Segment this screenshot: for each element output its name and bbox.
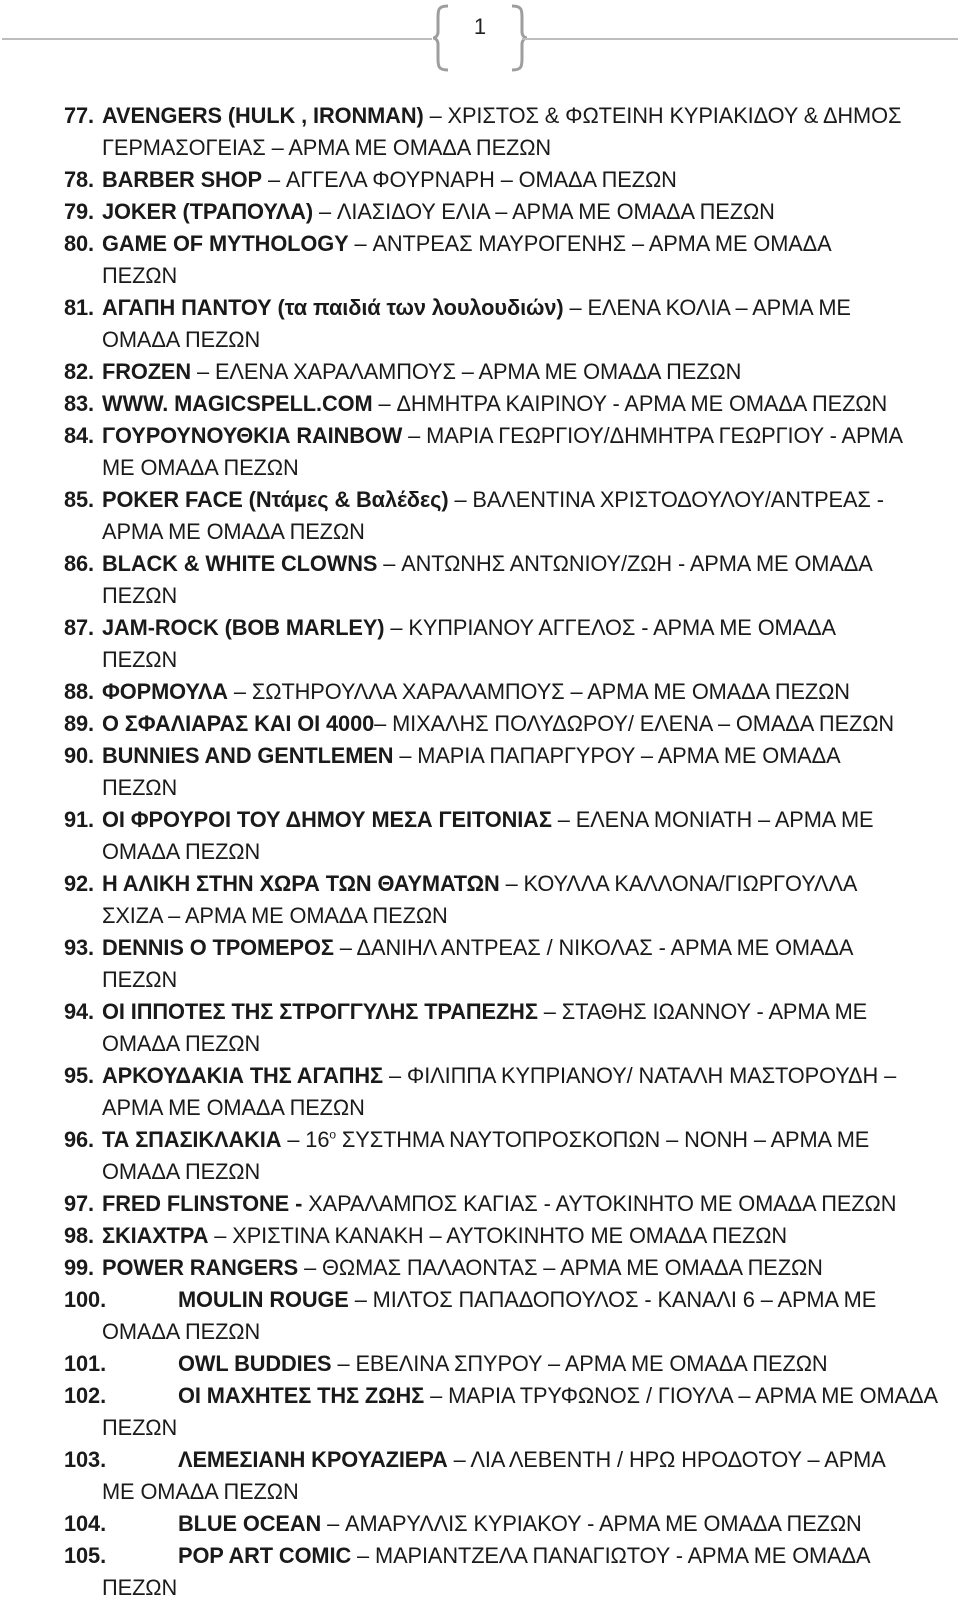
entry-number: 89. [64,711,95,736]
entry-number: 99. [64,1255,95,1280]
entry-title: JAM-ROCK (BOB MARLEY) [102,615,385,640]
left-brace-icon [432,4,450,72]
list-item [64,868,944,932]
list-item [64,388,944,420]
entry-number: 104. [64,1511,107,1536]
entry-title: AVENGERS (HULK , IRONMAN) [102,103,424,128]
entry-detail-continued: ΠΕΖΩΝ [102,775,178,800]
entry-title: ΟΙ ΦΡΟΥΡΟΙ ΤΟΥ ΔΗΜΟΥ ΜΕΣΑ ΓΕΙΤΟΝΙΑΣ [102,807,552,832]
list-item [64,1380,944,1444]
entry-number: 103. [64,1447,107,1472]
entry-number: 98. [64,1223,95,1248]
entry-detail-continued: ΓΕΡΜΑΣΟΓΕΙΑΣ – ΑΡΜΑ ΜΕ ΟΜΑΔΑ ΠΕΖΩΝ [102,135,552,160]
entry-number: 105. [64,1543,107,1568]
entry-detail: – ΜΙΛΤΟΣ ΠΑΠΑΔΟΠΟΥΛΟΣ - ΚΑΝΑΛΙ 6 – ΑΡΜΑ ΜΕ [348,1287,877,1312]
entry-detail: – ΚΟΥΛΛΑ ΚΑΛΛΟΝΑ/ΓΙΩΡΓΟΥΛΛΑ [499,871,858,896]
list-item [64,164,944,196]
entry-number: 101. [64,1351,107,1376]
entry-detail: – ΦΙΛΙΠΠΑ ΚΥΠΡΙΑΝΟΥ/ ΝΑΤΑΛΗ ΜΑΣΤΟΡΟΥΔΗ – [382,1063,897,1088]
entry-detail: – ΕΒΕΛΙΝΑ ΣΠΥΡΟΥ – ΑΡΜΑ ΜΕ ΟΜΑΔΑ ΠΕΖΩΝ [331,1351,828,1376]
entry-number: 94. [64,999,95,1024]
list-item [64,548,944,612]
entry-detail-continued: ΠΕΖΩΝ [102,1575,178,1600]
entry-title: ΟΙ ΜΑΧΗΤΕΣ ΤΗΣ ΖΩΗΣ [178,1383,425,1408]
entry-number: 80. [64,231,95,256]
list-item [64,1284,944,1348]
entry-title: POP ART COMIC [178,1543,352,1568]
entry-title: BARBER SHOP [102,167,262,192]
entry-title: ΛΕΜΕΣΙΑΝΗ ΚΡΟΥΑΖΙΕΡΑ [178,1447,448,1472]
entry-number: 96. [64,1127,95,1152]
entry-detail: – ΑΓΓΕΛΑ ΦΟΥΡΝΑΡΗ – ΟΜΑΔΑ ΠΕΖΩΝ [261,167,677,192]
entry-title: FRED FLINSTONE - [102,1191,303,1216]
entry-number: 92. [64,871,95,896]
list-item [64,996,944,1060]
entry-detail: – ΜΑΡΙΑ ΓΕΩΡΓΙΟΥ/ΔΗΜΗΤΡΑ ΓΕΩΡΓΙΟΥ - ΑΡΜΑ [402,423,903,448]
entry-number: 83. [64,391,95,416]
entry-number: 87. [64,615,95,640]
entry-detail: – ΜΙΧΑΛΗΣ ΠΟΛΥΔΩΡΟΥ/ ΕΛΕΝΑ – ΟΜΑΔΑ ΠΕΖΩΝ [374,711,895,736]
list-item [64,804,944,868]
entry-title: OWL BUDDIES [178,1351,332,1376]
list-item [64,292,944,356]
header-rule-left [2,38,432,40]
entry-number: 88. [64,679,95,704]
entry-detail-prefix: – 16 [281,1127,330,1152]
entry-title: ΓΟΥΡΟΥΝΟΥΘΚΙΑ RAINBOW [102,423,403,448]
entry-title: GAME OF MYTHOLOGY [102,231,349,256]
entry-title: BLUE OCEAN [178,1511,322,1536]
entry-title: BUNNIES AND GENTLEMEN [102,743,394,768]
entry-detail: – ΧΡΙΣΤΟΣ & ΦΩΤΕΙΝΗ ΚΥΡΙΑΚΙΔΟΥ & ΔΗΜΟΣ [423,103,902,128]
entry-number: 95. [64,1063,95,1088]
entry-detail-continued: ΠΕΖΩΝ [102,583,178,608]
entry-number: 84. [64,423,95,448]
entry-detail: – ΘΩΜΑΣ ΠΑΛΑΟΝΤΑΣ – ΑΡΜΑ ΜΕ ΟΜΑΔΑ ΠΕΖΩΝ [298,1255,823,1280]
entry-number: 82. [64,359,95,384]
entry-detail-continued: ΑΡΜΑ ΜΕ ΟΜΑΔΑ ΠΕΖΩΝ [102,1095,365,1120]
entry-number: 91. [64,807,95,832]
entry-detail: – ΣΩΤΗΡΟΥΛΛΑ ΧΑΡΑΛΑΜΠΟΥΣ – ΑΡΜΑ ΜΕ ΟΜΑΔΑ ΠΕΖΩΝ [227,679,850,704]
entry-number: 79. [64,199,95,224]
entry-detail-continued: ΠΕΖΩΝ [102,1415,178,1440]
entry-number: 86. [64,551,95,576]
entry-detail-continued: ΣΧΙΖΑ – ΑΡΜΑ ΜΕ ΟΜΑΔΑ ΠΕΖΩΝ [102,903,448,928]
list-item [64,1060,944,1124]
list-item [64,1508,944,1540]
list-item [64,420,944,484]
list-item [64,1444,944,1508]
entry-detail: – ΣΤΑΘΗΣ ΙΩΑΝΝΟΥ - ΑΡΜΑ ΜΕ [537,999,868,1024]
list-item [64,228,944,292]
entry-title: ΑΡΚΟΥΔΑΚΙΑ ΤΗΣ ΑΓΑΠΗΣ [102,1063,383,1088]
entry-title: POKER FACE (Ντάμες & Βαλέδες) [102,487,449,512]
entry-number: 90. [64,743,95,768]
entry-title: ΤΑ ΣΠΑΣΙΚΛΑΚΙΑ [102,1127,282,1152]
entry-detail: – ΑΝΤΩΝΗΣ ΑΝΤΩΝΙΟΥ/ΖΩΗ - ΑΡΜΑ ΜΕ ΟΜΑΔΑ [377,551,873,576]
entry-title: DENNIS Ο ΤΡΟΜΕΡΟΣ [102,935,334,960]
entry-detail: ΧΑΡΑΛΑΜΠΟΣ ΚΑΓΙΑΣ - ΑΥΤΟΚΙΝΗΤΟ ΜΕ ΟΜΑΔΑ ΠΕΖΩΝ [302,1191,897,1216]
entry-number: 78. [64,167,95,192]
entry-title: ΟΙ ΙΠΠΟΤΕΣ ΤΗΣ ΣΤΡΟΓΓΥΛΗΣ ΤΡΑΠΕΖΗΣ [102,999,538,1024]
page-number: 1 [473,14,487,39]
list-item [64,1540,944,1604]
entry-detail: ΣΥΣΤΗΜΑ ΝΑΥΤΟΠΡΟΣΚΟΠΩΝ – ΝΟΝΗ – ΑΡΜΑ ΜΕ [335,1127,870,1152]
entry-detail-continued: ΜΕ ΟΜΑΔΑ ΠΕΖΩΝ [102,455,299,480]
entry-detail: – ΕΛΕΝΑ ΜΟΝΙΑΤΗ – ΑΡΜΑ ΜΕ [551,807,874,832]
entry-title: FROZEN [102,359,192,384]
entry-detail: – ΔΑΝΙΗΛ ΑΝΤΡΕΑΣ / ΝΙΚΟΛΑΣ - ΑΡΜΑ ΜΕ ΟΜΑΔΑ [333,935,854,960]
list-item [64,1252,944,1284]
list-item [64,1220,944,1252]
entry-number: 85. [64,487,95,512]
entry-detail: – ΧΡΙΣΤΙΝΑ ΚΑΝΑΚΗ – ΑΥΤΟΚΙΝΗΤΟ ΜΕ ΟΜΑΔΑ ΠΕΖΩΝ [208,1223,788,1248]
entry-detail: – ΛΙΑ ΛΕΒΕΝΤΗ / ΗΡΩ ΗΡΟΔΟΤΟΥ – ΑΡΜΑ [447,1447,886,1472]
entry-detail: – ΜΑΡΙΑΝΤΖΕΛΑ ΠΑΝΑΓΙΩΤΟΥ - ΑΡΜΑ ΜΕ ΟΜΑΔΑ [351,1543,871,1568]
list-item [64,1124,944,1188]
entry-detail: – ΕΛΕΝΑ ΧΑΡΑΛΑΜΠΟΥΣ – ΑΡΜΑ ΜΕ ΟΜΑΔΑ ΠΕΖΩΝ [191,359,742,384]
entry-number: 100. [64,1287,107,1312]
list-item [64,196,944,228]
entry-title: POWER RANGERS [102,1255,299,1280]
entry-title: Η ΑΛΙΚΗ ΣΤΗΝ ΧΩΡΑ ΤΩΝ ΘΑΥΜΑΤΩΝ [102,871,500,896]
entry-number: 81. [64,295,95,320]
header-rule-right [522,38,958,40]
entry-title: MOULIN ROUGE [178,1287,349,1312]
entry-detail-continued: ΠΕΖΩΝ [102,967,178,992]
entry-detail: – ΑΝΤΡΕΑΣ ΜΑΥΡΟΓΕΝΗΣ – ΑΡΜΑ ΜΕ ΟΜΑΔΑ [348,231,832,256]
entry-title: ΣΚΙΑΧΤΡΑ [102,1223,209,1248]
entry-number: 77. [64,103,95,128]
entry-number: 97. [64,1191,95,1216]
entry-detail-continued: ΟΜΑΔΑ ΠΕΖΩΝ [102,327,261,352]
entry-title: ΑΓΑΠΗ ΠΑΝΤΟΥ (τα παιδιά των λουλουδιών) [102,295,564,320]
entry-detail-continued: ΑΡΜΑ ΜΕ ΟΜΑΔΑ ΠΕΖΩΝ [102,519,365,544]
float-entry-list [64,100,944,1604]
entry-detail-continued: ΟΜΑΔΑ ΠΕΖΩΝ [102,839,261,864]
entry-title: BLACK & WHITE CLOWNS [102,551,378,576]
entry-detail-continued: ΟΜΑΔΑ ΠΕΖΩΝ [102,1159,261,1184]
list-item [64,356,944,388]
list-item [64,1348,944,1380]
list-item [64,676,944,708]
ordinal-superscript: ο [329,1127,336,1142]
entry-detail-continued: ΠΕΖΩΝ [102,647,178,672]
entry-detail: – ΚΥΠΡΙΑΝΟΥ ΑΓΓΕΛΟΣ - ΑΡΜΑ ΜΕ ΟΜΑΔΑ [384,615,836,640]
entry-title: Ο ΣΦΑΛΙΑΡΑΣ ΚΑΙ ΟΙ 4000 [102,711,375,736]
entry-detail: – ΜΑΡΙΑ ΠΑΠΑΡΓΥΡΟΥ – ΑΡΜΑ ΜΕ ΟΜΑΔΑ [393,743,841,768]
entry-number: 93. [64,935,95,960]
entry-detail: – ΛΙΑΣΙΔΟΥ ΕΛΙΑ – ΑΡΜΑ ΜΕ ΟΜΑΔΑ ΠΕΖΩΝ [312,199,775,224]
page-header [0,0,960,80]
entry-detail: – ΑΜΑΡΥΛΛΙΣ ΚΥΡΙΑΚΟΥ - ΑΡΜΑ ΜΕ ΟΜΑΔΑ ΠΕΖΩΝ [321,1511,862,1536]
entry-detail-continued: ΟΜΑΔΑ ΠΕΖΩΝ [102,1031,261,1056]
list-item [64,932,944,996]
entry-title: ΦΟΡΜΟΥΛΑ [102,679,228,704]
entry-detail: – ΕΛΕΝΑ ΚΟΛΙΑ – ΑΡΜΑ ΜΕ [563,295,851,320]
entry-title: WWW. MAGICSPELL.COM [102,391,373,416]
entry-detail: – ΒΑΛΕΝΤΙΝΑ ΧΡΙΣΤΟΔΟΥΛΟΥ/ΑΝΤΡΕΑΣ - [448,487,884,512]
entry-number: 102. [64,1383,107,1408]
entry-detail-continued: ΜΕ ΟΜΑΔΑ ΠΕΖΩΝ [102,1479,299,1504]
list-item [64,740,944,804]
entry-detail-continued: ΠΕΖΩΝ [102,263,178,288]
list-item [64,484,944,548]
entry-detail: – ΜΑΡΙΑ ΤΡΥΦΩΝΟΣ / ΓΙΟΥΛΑ – ΑΡΜΑ ΜΕ ΟΜΑΔΑ [424,1383,938,1408]
entry-detail-continued: ΟΜΑΔΑ ΠΕΖΩΝ [102,1319,261,1344]
list-item [64,1188,944,1220]
list-item [64,100,944,164]
entry-detail: – ΔΗΜΗΤΡΑ ΚΑΙΡΙΝΟΥ - ΑΡΜΑ ΜΕ ΟΜΑΔΑ ΠΕΖΩΝ [372,391,888,416]
entry-title: JOKER (ΤΡΑΠΟΥΛΑ) [102,199,313,224]
list-item [64,612,944,676]
list-item [64,708,944,740]
